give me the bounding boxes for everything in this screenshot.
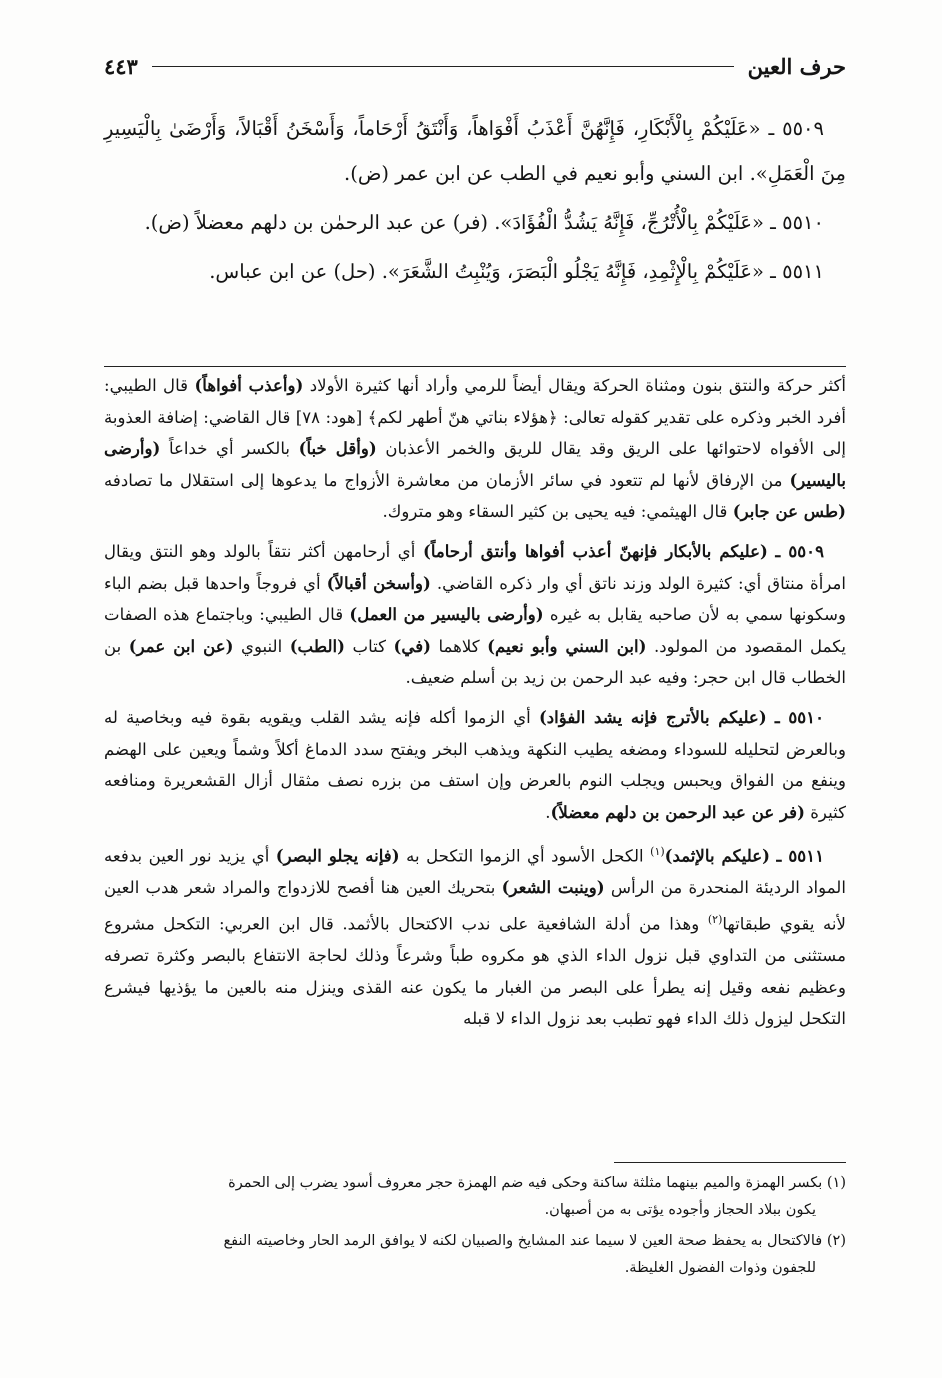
commentary-text: أي الزموا أكله فإنه يشد القلب ويقويه بقوة فيه وبخاصية له وبالعرض لتحليله للسوداء ومضغه يطيب النكهة ويذهب البخر ويفتح سدد الدماغ أكلاً وشماً ويعين على الهضم وينفع من الفواق ويحبس ويجلب النوم بالعرض وإن استف من بزره نصف مثقال أزال القشعريرة ومنافعه كثيرة <box>104 707 846 822</box>
commentary-keyword: (فإنه يجلو البصر) <box>275 845 400 866</box>
page-header <box>104 48 846 84</box>
commentary-text: بتحريك العين هنا أفصح للازدواج والمراد شعر هدب العين لأنه يقوي طبقاتها <box>104 878 847 934</box>
commentary-keyword: (ابن السني وأبو نعيم) <box>487 635 647 656</box>
commentary-text: كلاهما <box>438 636 480 656</box>
hadith-text: «عَلَيْكُمْ بِالْأَبْكَارِ، فَإِنَّهُنَّ أَعْذَبُ أَفْوَاهاً، وَأَنْتَقُ أَرْحَاماً، وَأَسْخَنُ أَقْبَالاً، وَأَرْضَىٰ بِالْيَسِيرِ مِنَ الْعَمَلِ». <box>104 117 846 185</box>
hadith-entry-5509: ٥٥٠٩ ـ «عَلَيْكُمْ بِالْأَبْكَارِ، فَإِنَّهُنَّ أَعْذَبُ أَفْوَاهاً، وَأَنْتَقُ أَرْحَاماً، وَأَسْخَنُ أَقْبَالاً، وَأَرْضَىٰ بِالْيَسِيرِ مِنَ الْعَمَلِ». ابن السني وأبو نعيم في الطب عن ابن عمر (ض). <box>104 117 846 185</box>
commentary-text: قال الهيثمي: فيه يحيى بن كثير السقاء وهو متروك. <box>382 502 728 522</box>
commentary-keyword: (عليكم بالإثمد) <box>664 845 771 866</box>
commentary-text: وهذا من أدلة الشافعية على ندب الاكتحال بالأثمد. قال ابن العربي: التكحل مشروع مستثنى من التداوي قبل نزول الداء الذي هو مكروه طباً وشرعاً وذلك لحاجة الانتفاع بالبصر وكثرة تصرفه وعظيم نفعه وقيل إنه يطرأ على البصر من الغبار ما يكون عنه القذى وينزل منه بالعين ما يؤذيها فيشرع التكحل ليزول ذلك الداء فهو تطبب بعد نزول الداء لا قبله <box>104 914 846 1029</box>
hadith-source: (فر) عن عبد الرحمٰن بن دلهم معضلاً (ض). <box>144 211 489 234</box>
hadith-source: (حل) عن ابن عباس. <box>209 260 376 283</box>
header-rule <box>152 66 734 67</box>
commentary-text: أي أرحامهن أكثر نتقاً بالولد وهو النتق ويقال امرأة منتاق أي: كثيرة الولد وزند ناتق أي وار ذكره القاضي. <box>104 541 847 593</box>
footnote-2 <box>104 1228 846 1282</box>
commentary-text: بن الخطاب قال ابن حجر: وفيه عبد الرحمن بن زيد بن أسلم ضعيف. <box>104 636 846 688</box>
commentary-entry-5509 <box>104 536 846 694</box>
hadith-entry-5510: ٥٥١٠ ـ «عَلَيْكُمْ بِالْأُتْرُجِّ، فَإِنَّهُ يَشُدُّ الْفُؤَادَ». (فر) عن عبد الرحمٰن بن دلهم معضلاً (ض). <box>144 211 824 234</box>
commentary-keyword: (فر عن عبد الرحمن بن دلهم معضلاً) <box>550 801 805 822</box>
commentary-text: بالكسر أي خداعاً <box>168 439 291 459</box>
footnote-divider <box>614 1162 846 1163</box>
footnote-text: فالاكتحال به يحفظ صحة العين لا سيما عند المشايخ والصبيان لكنه لا يوافق الرمد الحار وخاصيته النفع <box>223 1233 823 1249</box>
commentary-keyword: (في) <box>393 635 431 656</box>
commentary-text: كتاب <box>352 636 387 656</box>
commentary-keyword: (عليكم بالأبكار فإنهنّ أعذب أفواها وأنتق أرحاماً) <box>422 540 768 561</box>
commentary-text: أكثر حركة والنتق بنون ومثناة الحركة ويقال أيضاً للرمي وأراد أنها كثيرة الأولاد <box>309 376 847 395</box>
footnote-ref-2[interactable]: (٢) <box>707 913 723 927</box>
page-number: ٤٤٣ <box>104 53 138 79</box>
footnote-number: (٢) <box>826 1233 846 1249</box>
hadith-text: «عَلَيْكُمْ بِالْأُتْرُجِّ، فَإِنَّهُ يَشُدُّ الْفُؤَادَ». <box>494 211 764 234</box>
commentary-keyword: (عن ابن عمر) <box>128 635 234 656</box>
hadith-text-block <box>104 106 846 298</box>
footnote-text: بكسر الهمزة والميم بينهما مثلثة ساكنة وحكى فيه ضم الهمزة حجر معروف أسود يضرب إلى الحمرة <box>228 1175 823 1191</box>
commentary-entry-5510 <box>104 702 846 828</box>
commentary-number: ٥٥١٠ ـ <box>774 706 824 727</box>
commentary-text: النبوي <box>240 636 283 656</box>
commentary-text: قال الطيبي: وباجتماع هذه الصفات يكمل المقصود من المولود. <box>104 605 846 656</box>
commentary-number: ٥٥٠٩ ـ <box>775 540 824 561</box>
commentary-keyword: (وينبت الشعر) <box>501 877 605 898</box>
hadith-number: ٥٥١١ <box>782 260 824 283</box>
commentary-text: أي يزيد نور العين بدفعه المواد الرديئة المنحدرة من الرأس <box>104 846 846 898</box>
commentary-block <box>104 370 846 1043</box>
footnotes-block <box>104 1170 846 1286</box>
commentary-text: من الإرفاق لأنها لم تتعود في سائر الأزمان من معاشرة الأزواج ما يدعوها إلى استقلال ما تصادفه <box>104 470 783 490</box>
commentary-entry-5511 <box>104 836 846 1035</box>
commentary-keyword: (وأعذب أفواهاً) <box>194 375 304 395</box>
commentary-keyword: (عليكم بالأترج فإنه يشد الفؤاد) <box>538 706 767 727</box>
hadith-text: «عَلَيْكُمْ بِالْإِثْمِدِ، فَإِنَّهُ يَجْلُو الْبَصَرَ، وَيُنْبِتُ الشَّعَرَ». <box>381 260 764 283</box>
hadith-number: ٥٥٠٩ <box>782 117 824 140</box>
commentary-continuation <box>104 370 846 528</box>
chapter-title: حرف العين <box>747 53 846 79</box>
hadith-number: ٥٥١٠ <box>782 211 824 234</box>
commentary-text: . <box>545 802 551 822</box>
matn-sharh-divider <box>104 366 846 367</box>
footnote-text: للجفون وذوات الفضول الغليظة. <box>624 1260 816 1276</box>
footnote-ref-1[interactable]: (١) <box>650 845 665 859</box>
commentary-keyword: (وأقل خباً) <box>298 438 377 459</box>
commentary-keyword: (وأرضى باليسير) <box>104 438 846 490</box>
footnote-1 <box>104 1170 846 1224</box>
commentary-text: قال الطيبي: أفرد الخبر وذكره على تقدير كقوله تعالى: ﴿هؤلاء بناتي هنّ أطهر لكم﴾ [هود: ٧٨] قال القاضي: إضافة العذوبة إلى الأفواه لاحتوائها على الريق وقد يقال للريق والخمر الأعذبان <box>104 376 846 459</box>
commentary-keyword: (الطب) <box>289 635 345 656</box>
footnote-text: يكون ببلاد الحجاز وأجوده يؤتى به من أصبهان. <box>544 1202 816 1218</box>
commentary-keyword: (وأسخن أقبالاً) <box>326 572 431 593</box>
commentary-number: ٥٥١١ ـ <box>776 845 825 866</box>
commentary-keyword: (وأرضى باليسير من العمل) <box>349 604 544 625</box>
hadith-source: ابن السني وأبو نعيم في الطب عن ابن عمر (ض). <box>344 162 744 185</box>
commentary-text: الكحل الأسود أي الزموا التكحل به <box>406 846 644 866</box>
footnote-number: (١) <box>826 1175 846 1191</box>
hadith-entry-5511: ٥٥١١ ـ «عَلَيْكُمْ بِالْإِثْمِدِ، فَإِنَّهُ يَجْلُو الْبَصَرَ، وَيُنْبِتُ الشَّعَرَ». (حل) عن ابن عباس. <box>209 260 824 283</box>
commentary-text: أي فروجاً واحدها قبل بضم الباء وسكونها سمي به لأن صاحبه يقابل به غيره <box>104 573 846 625</box>
commentary-keyword: (طس عن جابر) <box>732 501 846 522</box>
